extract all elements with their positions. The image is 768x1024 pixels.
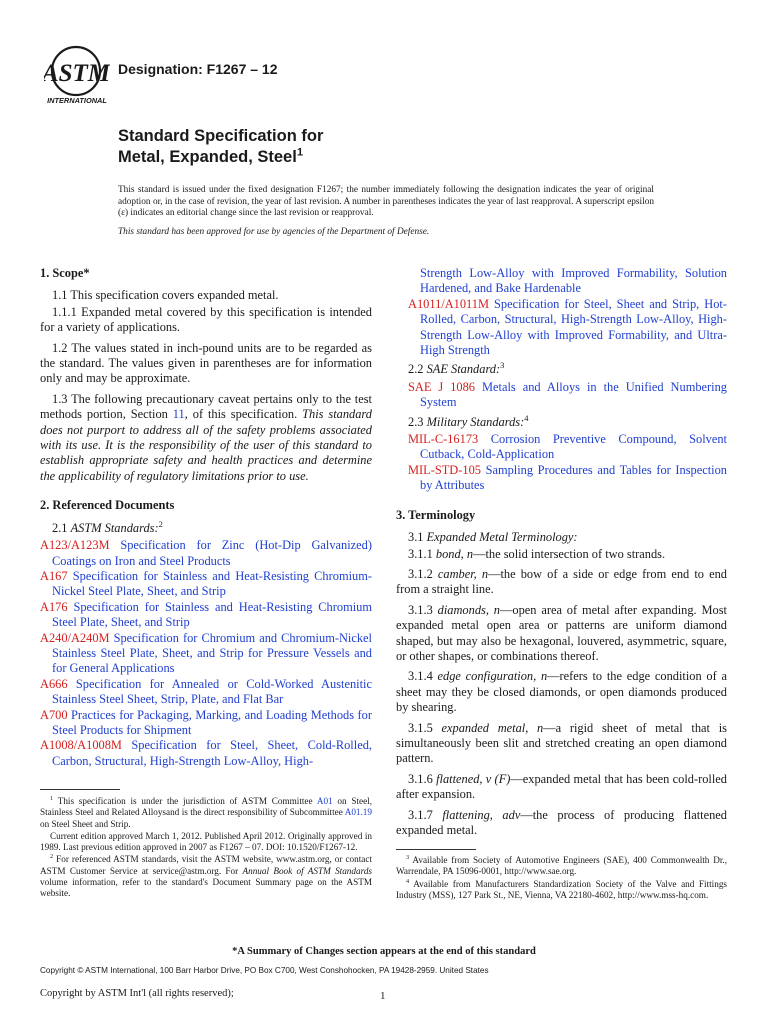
reference-item[interactable]: A1011/A1011M Specification for Steel, Sheet and Strip, Hot-Rolled, Carbon, Structural, High-Strength Low-Alloy, High-Strength Low-Alloy with Improved Formability, and Ultra-High Strength: [408, 296, 727, 358]
para-1-1-1: 1.1.1 Expanded metal covered by this specification is intended for a variety of applications.: [40, 304, 372, 335]
footnote-4: $^4$ Available from Manufacturers Standardization Society of the Valve and Fittings Industry (MSS), 127 Park St., NE, Vienna, VA 22180-4602, http://www.mss-hq.com.: [396, 877, 727, 900]
reference-list: [40, 538, 372, 769]
reference-item[interactable]: A666 Specification for Annealed or Cold-Worked Austenitic Stainless Steel Sheet, Strip, Plate, and Flat Bar: [40, 676, 372, 707]
reference-item[interactable]: A123/A123M Specification for Zinc (Hot-Dip Galvanized) Coatings on Iron and Steel Products: [40, 538, 372, 568]
definition: 3.1.1 bond, n—the solid intersection of two strands.: [408, 546, 666, 561]
logo-subtext: INTERNATIONAL: [47, 96, 107, 105]
document-title: [118, 126, 323, 168]
definition: 3.1.7 flattening, adv—the process of producing flattened expanded metal.: [396, 807, 727, 837]
para-3-1: 3.1 Expanded Metal Terminology:: [408, 530, 578, 545]
sae-standard-label: 2.2 SAE Standard:$^3$: [408, 360, 505, 377]
copyright-line: Copyright © ASTM International, 100 Barr Harbor Drive, PO Box C700, West Conshohocken, PA 19428-2959. United States: [40, 966, 489, 975]
footnote-3: $^3$ Available from Society of Automotive Engineers (SAE), 400 Commonwealth Dr., Warrendale, PA 15096-0001, http://www.sae.org.: [396, 853, 727, 877]
title-line-2: Metal, Expanded, Steel$^1$: [118, 146, 304, 166]
para-1-3: 1.3 The following precautionary caveat pertains only to the test methods portion, Section 11, of this specification. This standard does not purport to address all of the safety problems associated with its use. It is the responsibility of the user of this standard to establish appropriate safety and health practices and determine the applicability of regulatory limitations prior to use.: [40, 391, 372, 483]
section-1-heading: 1. Scope*: [40, 266, 90, 280]
footnote-1-edition: Current edition approved March 1, 2012. Published April 2012. Originally approved in 1989. Last previous edition approved in 2007 as F1267 – 07. DOI: 10.1520/F1267-12.: [40, 830, 372, 853]
dod-approval: This standard has been approved for use by agencies of the Department of Defense.: [118, 226, 430, 237]
preamble-text: This standard is issued under the fixed designation F1267; the number immediately following the designation indicates the year of original adoption or, in the case of revision, the year of last revision. A number in parentheses indicates the year of last reapproval. A superscript epsilon (ε) indicates an editorial change since the last revision or reapproval.: [118, 185, 654, 219]
footnote-rule: [40, 789, 120, 790]
logo-text: ASTM: [44, 60, 110, 87]
para-1-2: 1.2 The values stated in inch-pound units are to be regarded as the standard. The values given in parentheses are for information only and may be approximate.: [40, 340, 372, 386]
definition: 3.1.6 flattened, v (F)—expanded metal that has been cold-rolled after expansion.: [396, 771, 727, 802]
astm-logo: [44, 45, 110, 107]
right-column: [396, 266, 727, 843]
reference-item[interactable]: SAE J 1086 Metals and Alloys in the Unified Numbering System: [408, 379, 727, 410]
reference-item[interactable]: A700 Practices for Packaging, Marking, and Loading Methods for Steel Products for Shipment: [40, 707, 372, 737]
reference-continuation[interactable]: Strength Low-Alloy with Improved Formability, Solution Hardened, and Bake Hardenable: [420, 266, 727, 296]
preamble: [118, 185, 654, 238]
footnote-2: $^2$ For referenced ASTM standards, visit the ASTM website, www.astm.org, or contact ASTM Customer Service at service@astm.org. For Annual Book of ASTM Standards volume information, refer to the standard's Document Summary page on the ASTM website.: [40, 853, 372, 899]
reference-item[interactable]: A1008/A1008M Specification for Steel, Sheet, Cold-Rolled, Carbon, Structural, High-Strength Low-Alloy, High-: [40, 738, 372, 768]
left-footnotes: [40, 796, 372, 901]
astm-standards-label: 2.1 ASTM Standards:$^2$: [52, 518, 163, 535]
left-column: [40, 266, 372, 769]
right-footnotes: [396, 855, 727, 902]
page-number: 1: [380, 990, 386, 1002]
copyright-short: Copyright by ASTM Int'l (all rights reserved);: [40, 988, 234, 999]
footnote-rule: [396, 849, 476, 850]
definition: 3.1.4 edge configuration, n—refers to the edge condition of a sheet may they be closed diamonds, or open diamonds produced by shearing.: [396, 669, 727, 715]
reference-item[interactable]: A240/A240M Specification for Chromium and Chromium-Nickel Stainless Steel Plate, Sheet, and Strip for Pressure Vessels and for General Applications: [40, 630, 372, 676]
committee-link[interactable]: A01: [316, 796, 333, 806]
footnote-1: $^1$ This specification is under the jurisdiction of ASTM Committee A01 on Steel, Stainless Steel and Related Alloysand is the direct responsibility of Subcommittee A01.19 on Steel Sheet and Strip.: [40, 794, 373, 829]
para-1-1: 1.1 This specification covers expanded metal.: [52, 288, 279, 303]
definition: 3.1.2 camber, n—the bow of a side or edge from end to end from a straight line.: [396, 566, 727, 597]
section-2-heading: 2. Referenced Documents: [40, 498, 175, 513]
summary-note: *A Summary of Changes section appears at the end of this standard: [232, 946, 536, 957]
reference-item[interactable]: MIL-C-16173 Corrosion Preventive Compound, Solvent Cutback, Cold-Application: [408, 432, 727, 462]
section-3-heading: 3. Terminology: [396, 507, 476, 522]
definition: 3.1.5 expanded metal, n—a rigid sheet of metal that is simultaneously been slit and stretched creating an open diamond pattern.: [396, 720, 727, 766]
section-11-link[interactable]: 11: [172, 407, 185, 422]
definition: 3.1.3 diamonds, n—open area of metal after expanding. Most expanded metal open area or patterns are uniform diamond shaped, but may also be hexagonal, louvered, asymmetric, square, or other shapes, or combinations thereof.: [396, 602, 727, 663]
reference-item[interactable]: A176 Specification for Stainless and Heat-Resisting Chromium Steel Plate, Sheet, and Strip: [40, 599, 372, 630]
reference-item[interactable]: A167 Specification for Stainless and Heat-Resisting Chromium-Nickel Steel Plate, Sheet, and Strip: [40, 568, 372, 599]
military-standards-label: 2.3 Military Standards:$^4$: [408, 412, 529, 429]
reference-item[interactable]: MIL-STD-105 Sampling Procedures and Tables for Inspection by Attributes: [408, 462, 727, 493]
designation: Designation: F1267 – 12: [118, 61, 278, 77]
subcommittee-link[interactable]: A01.19: [344, 807, 372, 818]
title-line-1: Standard Specification for: [118, 127, 324, 145]
